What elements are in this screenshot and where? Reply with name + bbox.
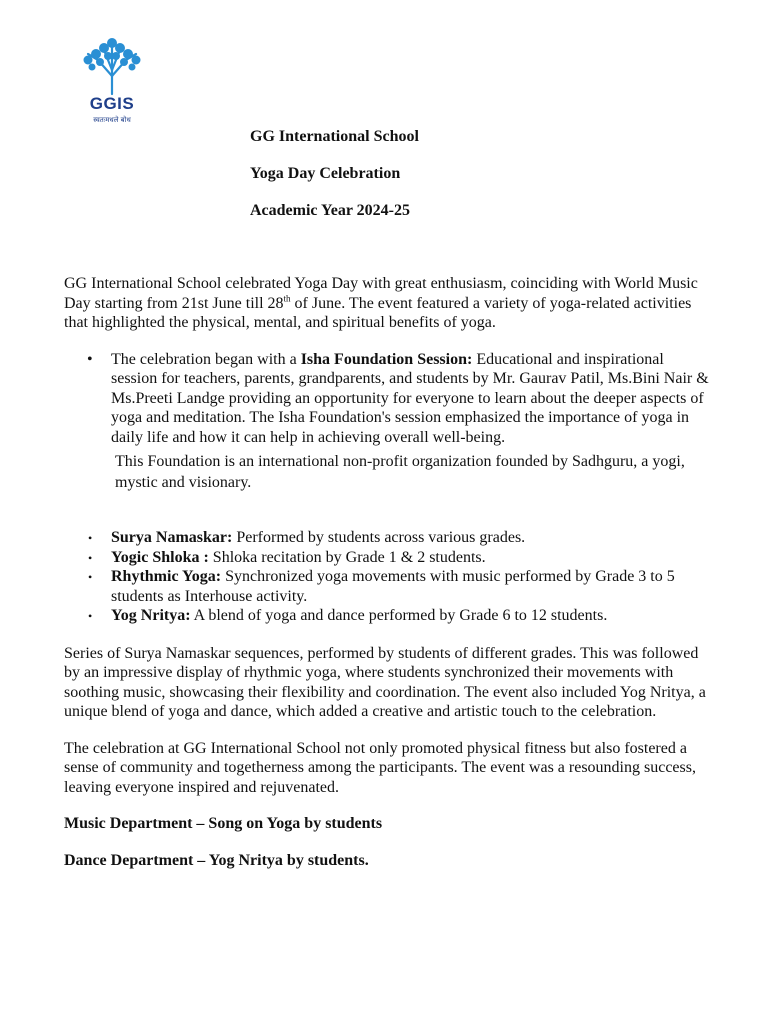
bullet-icon: • <box>88 531 93 545</box>
isha-note: This Foundation is an international non-profit organization founded by Sadhguru, a yogi, mystic and visionary. <box>115 453 685 491</box>
conclusion-paragraph: The celebration at GG International School not only promoted physical fitness but also fostered a sense of community and togetherness among the participants. The event was a resounding success, leaving everyone inspired and rejuvenated. <box>64 739 696 796</box>
list-item: • Yogic Shloka : Shloka recitation by Grade 1 & 2 students. <box>64 548 714 568</box>
bullet-icon: • <box>87 350 93 368</box>
list-item-isha: • The celebration began with a Isha Foundation Session: Educational and inspirational session for teachers, parents, grandparents, and students by Mr. Gaurav Patil, Ms.Bini Nair & Ms.Preeti Landge providing an opportunity for everyone to learn about the deeper aspects of yoga and meditation. The Isha Foundation's session emphasized the importance of yoga in daily life and how it can help in achieving overall well-being. This Foundation is an international non-profit organization founded by Sadhguru, a yogi, mystic and visionary. <box>64 350 714 494</box>
dance-department-line: Dance Department – Yog Nritya by students. <box>64 851 369 869</box>
list-item: • Surya Namaskar: Performed by students across various grades. <box>64 528 714 548</box>
isha-title: Isha Foundation Session: <box>300 350 473 368</box>
bullet-icon: • <box>88 570 93 584</box>
tree-logo-icon <box>80 36 144 96</box>
bullet-icon: • <box>88 609 93 623</box>
intro-paragraph: GG International School celebrated Yoga Day with great enthusiasm, coinciding with World Music Day starting from 21st June till 28th of June. The event featured a variety of yoga-related activities that highlighted the physical, mental, and spiritual benefits of yoga. <box>64 275 698 331</box>
document-body <box>64 274 714 887</box>
isha-list <box>64 350 714 494</box>
list-item: • Yog Nritya: A blend of yoga and dance performed by Grade 6 to 12 students. <box>64 606 714 626</box>
music-department-line: Music Department – Song on Yoga by students <box>64 815 383 832</box>
bullet-icon: • <box>88 550 93 565</box>
school-name: GG International School <box>250 128 419 145</box>
logo-tagline: स्वतःमधले बोध <box>93 116 131 124</box>
school-logo <box>80 36 144 128</box>
event-title: Yoga Day Celebration <box>250 165 401 182</box>
academic-year: Academic Year 2024-25 <box>250 202 410 219</box>
list-item: • Rhythmic Yoga: Synchronized yoga movements with music performed by Grade 3 to 5 students as Interhouse activity. <box>88 568 675 605</box>
logo-wordmark: GGIS <box>89 94 135 113</box>
activities-list <box>64 528 714 626</box>
summary-paragraph: Series of Surya Namaskar sequences, performed by students of different grades. This was followed by an impressive display of rhythmic yoga, where students synchronized their movements with soothing music, showcasing their flexibility and coordination. The event also included Yog Nritya, a unique blend of yoga and dance, which added a creative and artistic touch to the celebration. <box>64 644 706 720</box>
